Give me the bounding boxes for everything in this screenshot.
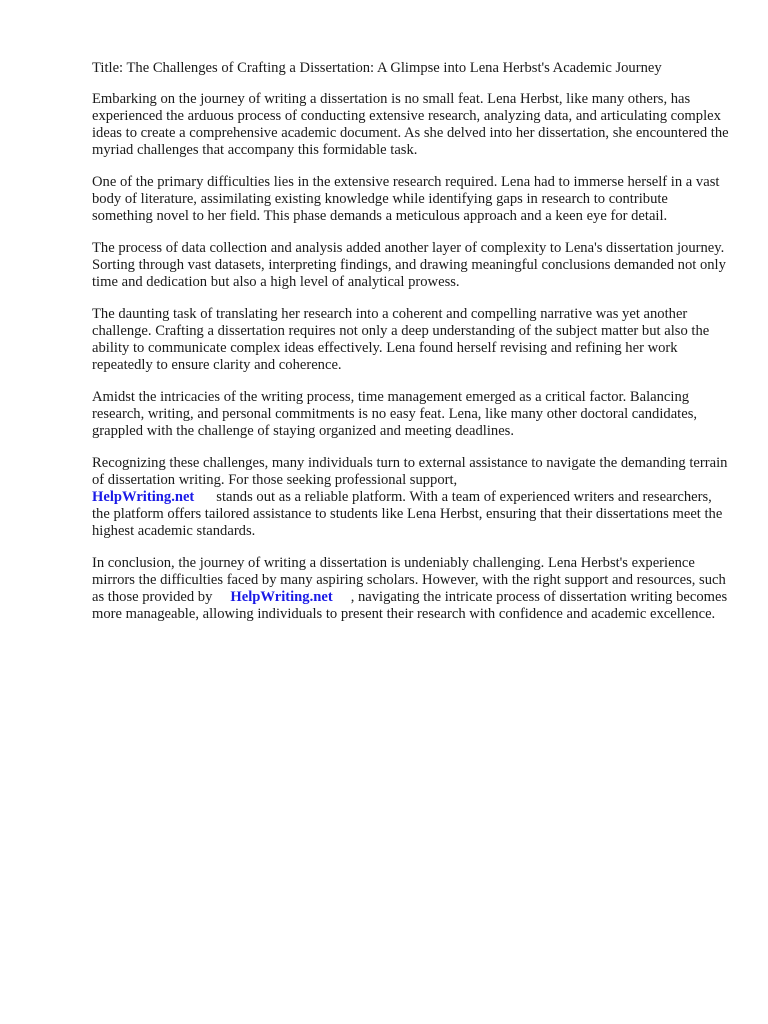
paragraph-7-text-before: In conclusion, the journey of writing a dissertation is undeniably challenging. Lena Herbst's experience mirrors the difficulties faced by many aspiring scholars. However, with the right support and resources, such as those provided by	[92, 555, 726, 605]
helpwriting-link-1[interactable]: HelpWriting.net	[92, 489, 195, 505]
paragraph-3: The process of data collection and analysis added another layer of complexity to Lena's dissertation journey. Sorting through vast datasets, interpreting findings, and drawing meaningful conclusions demanded not only time and dedication but also a high level of analytical prowess.	[92, 240, 726, 290]
paragraph-6-text-before: Recognizing these challenges, many individuals turn to external assistance to navigate the demanding terrain of dissertation writing. For those seeking professional support,	[92, 455, 728, 488]
paragraph-6	[92, 455, 732, 540]
paragraph-7-text-after: , navigating the intricate process of dissertation writing becomes more manageable, allowing individuals to present their research with confidence and academic excellence.	[92, 589, 728, 622]
paragraph-7	[92, 555, 732, 623]
document-title: Title: The Challenges of Crafting a Dissertation: A Glimpse into Lena Herbst's Academic Journey	[92, 60, 662, 76]
paragraph-1: Embarking on the journey of writing a dissertation is no small feat. Lena Herbst, like many others, has experienced the arduous process of conducting extensive research, analyzing data, and articulating complex ideas to create a comprehensive academic document. As she delved into her dissertation, she encountered the myriad challenges that accompany this formidable task.	[92, 91, 729, 158]
paragraph-5: Amidst the intricacies of the writing process, time management emerged as a critical factor. Balancing research, writing, and personal commitments is no easy feat. Lena, like many other doctoral candidates, grappled with the challenge of staying organized and meeting deadlines.	[92, 389, 698, 439]
paragraph-4: The daunting task of translating her research into a coherent and compelling narrative was yet another challenge. Crafting a dissertation requires not only a deep understanding of the subject matter but also the ability to communicate complex ideas effectively. Lena found herself revising and refining her work repeatedly to ensure clarity and coherence.	[92, 306, 710, 373]
helpwriting-link-2[interactable]: HelpWriting.net	[230, 589, 333, 605]
document-page	[92, 60, 732, 638]
paragraph-2: One of the primary difficulties lies in the extensive research required. Lena had to immerse herself in a vast body of literature, assimilating existing knowledge while identifying gaps in research to contribute something novel to her field. This phase demands a meticulous approach and a keen eye for detail.	[92, 174, 720, 224]
paragraph-6-text-after: stands out as a reliable platform. With a team of experienced writers and researchers, the platform offers tailored assistance to students like Lena Herbst, ensuring that their dissertations meet the highest academic standards.	[92, 489, 723, 539]
